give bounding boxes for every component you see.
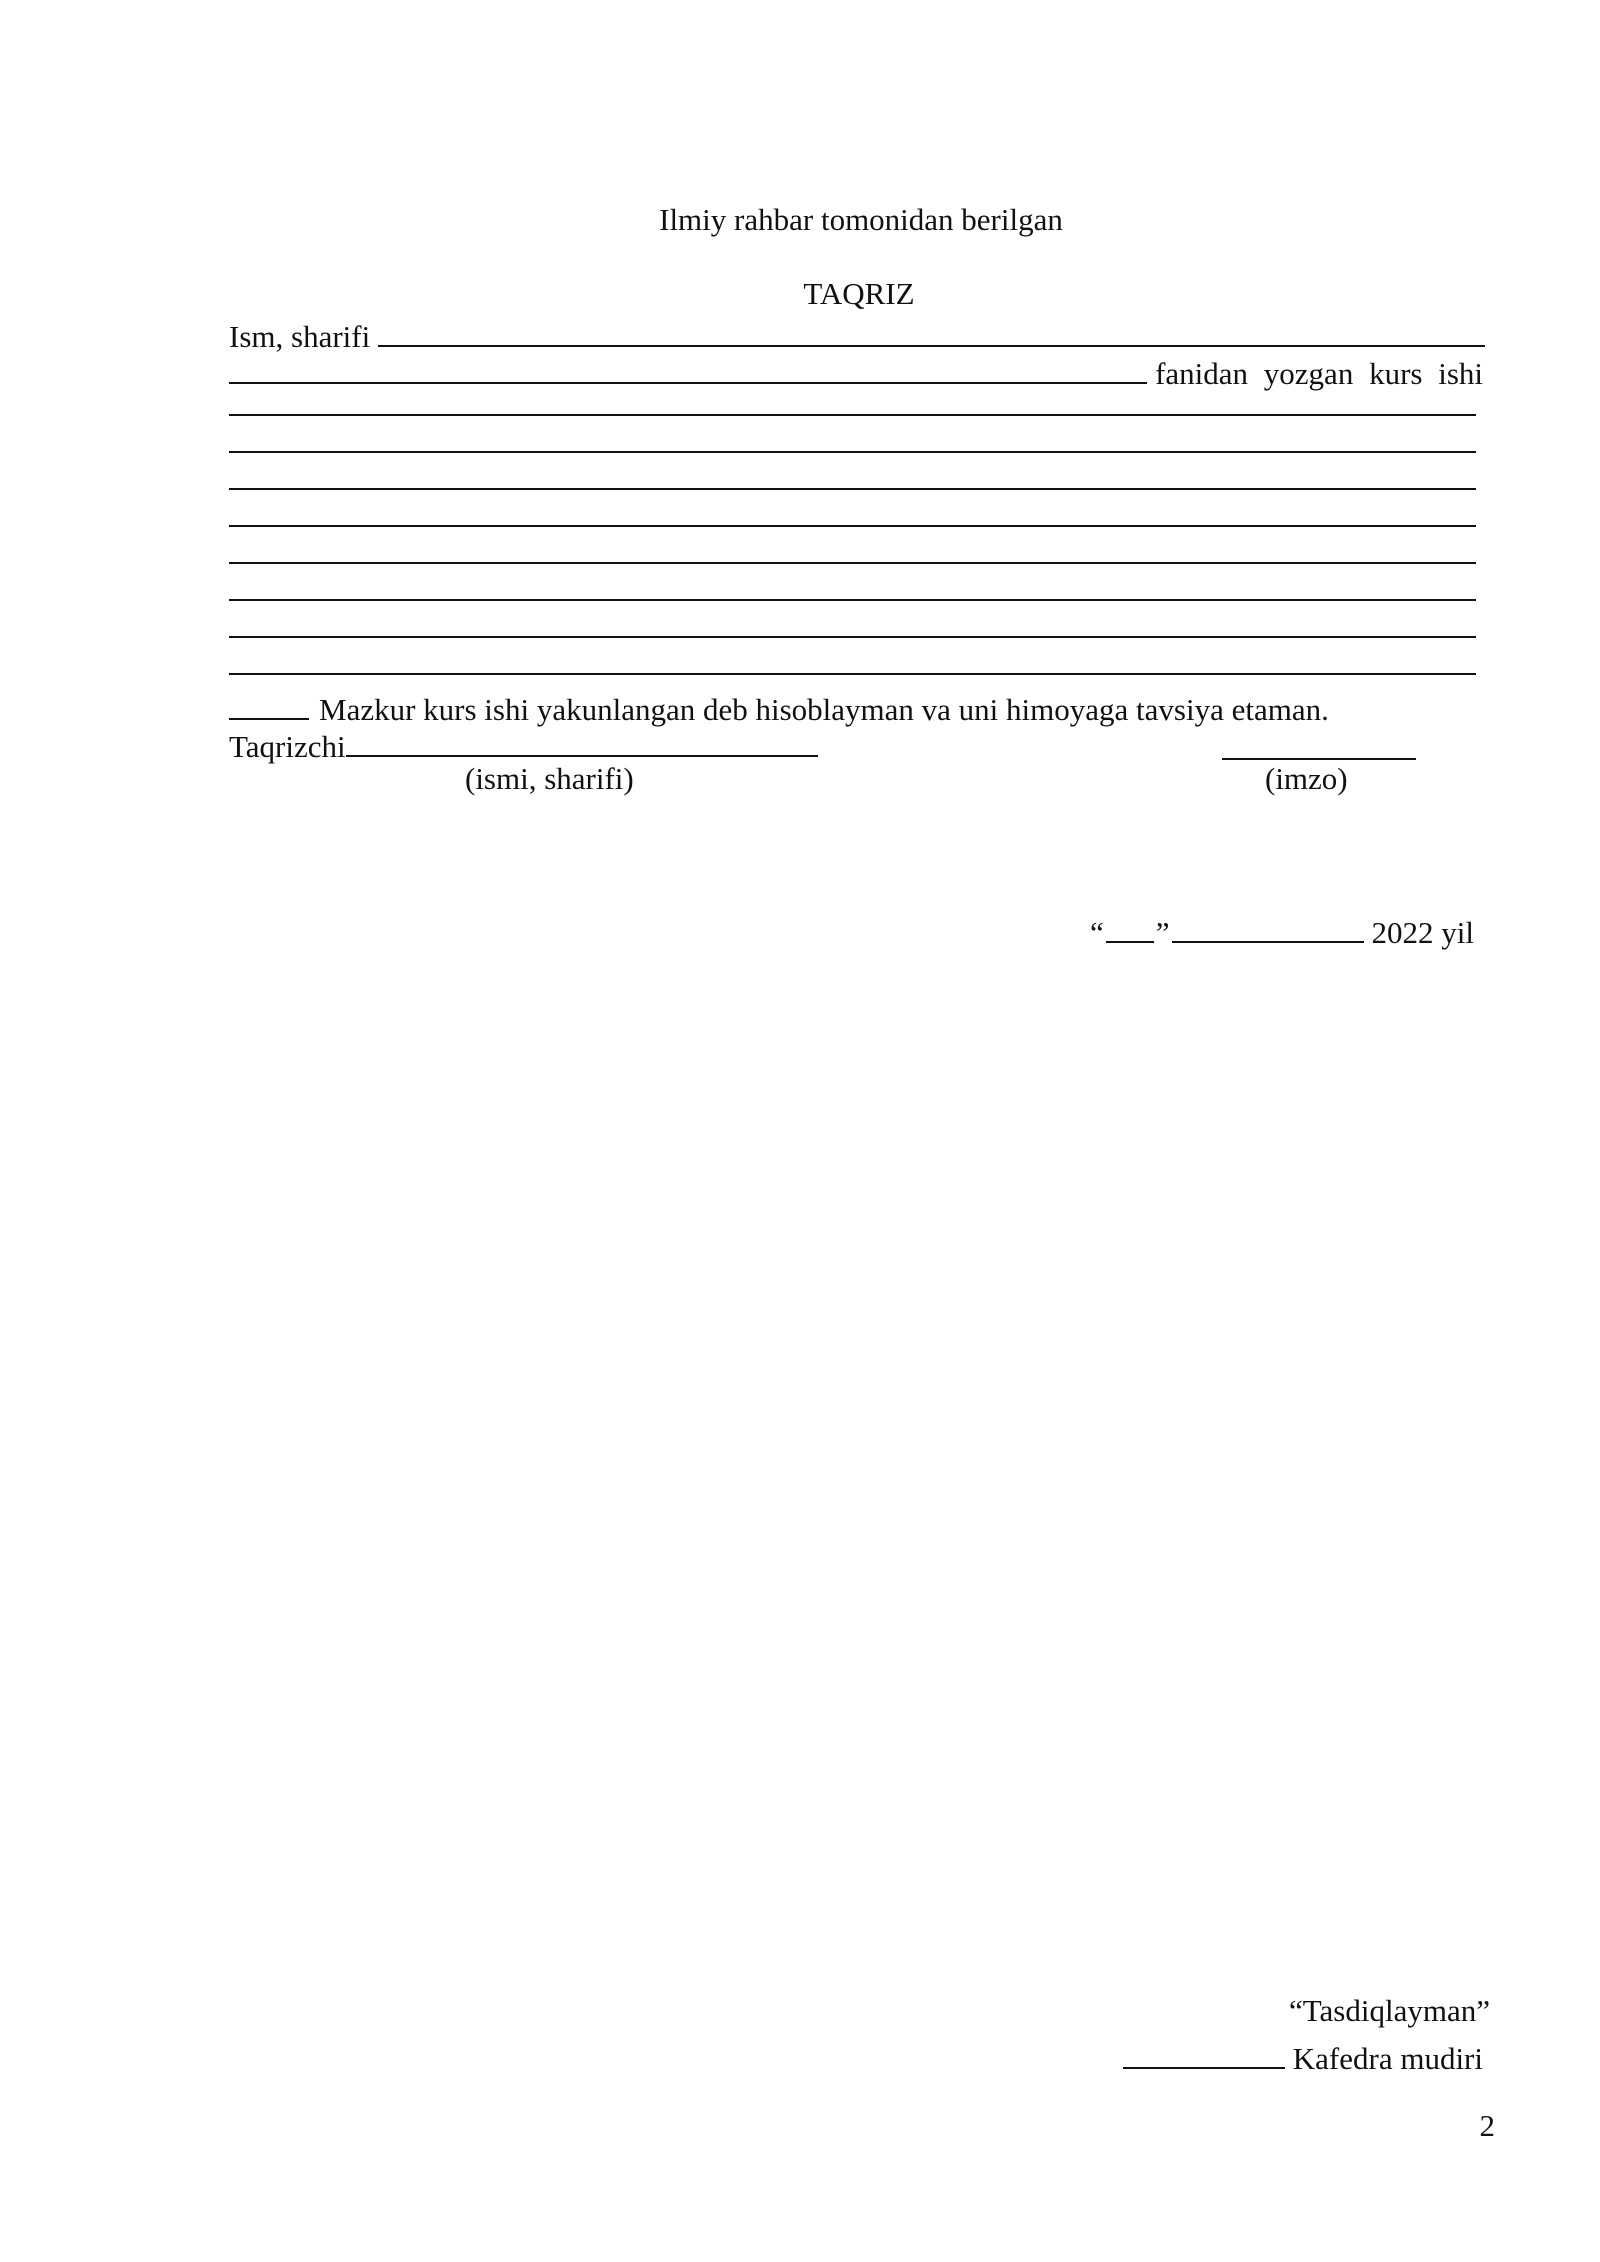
- review-line[interactable]: [229, 525, 1476, 527]
- subject-suffix-text: fanidan yozgan kurs ishi: [1155, 356, 1483, 391]
- department-head-signature-blank[interactable]: [1123, 2067, 1285, 2069]
- subject-row: [229, 353, 1483, 389]
- reviewer-name-blank[interactable]: [346, 755, 818, 757]
- student-name-blank[interactable]: [378, 345, 1485, 347]
- subject-blank[interactable]: [229, 382, 1147, 384]
- student-name-row: [229, 316, 1485, 352]
- recommendation-row: [229, 689, 1329, 725]
- review-line[interactable]: [229, 414, 1476, 416]
- date-open-quote: “: [1090, 915, 1104, 950]
- reviewer-label: Taqrizchi: [229, 729, 346, 764]
- document-title: TAQRIZ: [803, 276, 915, 311]
- date-year: 2022 yil: [1371, 915, 1475, 950]
- reviewer-name-caption: (ismi, sharifi): [465, 761, 634, 796]
- month-blank[interactable]: [1172, 941, 1364, 943]
- date-close-quote: ”: [1155, 915, 1170, 950]
- approval-text: “Tasdiqlayman”: [1289, 1993, 1490, 2028]
- student-name-label: Ism, sharifi: [229, 319, 371, 354]
- department-head-row: [1123, 2038, 1483, 2074]
- review-line[interactable]: [229, 488, 1476, 490]
- signature-caption: (imzo): [1265, 761, 1348, 796]
- department-head-label: Kafedra mudiri: [1292, 2041, 1483, 2076]
- review-line[interactable]: [229, 636, 1476, 638]
- day-blank[interactable]: [1106, 941, 1154, 943]
- document-subtitle: Ilmiy rahbar tomonidan berilgan: [659, 202, 1063, 237]
- recommendation-text: Mazkur kurs ishi yakunlangan deb hisoblayman va uni himoyaga tavsiya etaman.: [319, 692, 1329, 727]
- review-line[interactable]: [229, 673, 1476, 675]
- signature-blank[interactable]: [1222, 758, 1416, 760]
- date-row: [1090, 912, 1474, 948]
- review-line[interactable]: [229, 451, 1476, 453]
- reviewer-row: [229, 726, 818, 762]
- review-line[interactable]: [229, 562, 1476, 564]
- recommendation-blank[interactable]: [229, 718, 309, 720]
- page-number: 2: [1479, 2108, 1495, 2143]
- review-line[interactable]: [229, 599, 1476, 601]
